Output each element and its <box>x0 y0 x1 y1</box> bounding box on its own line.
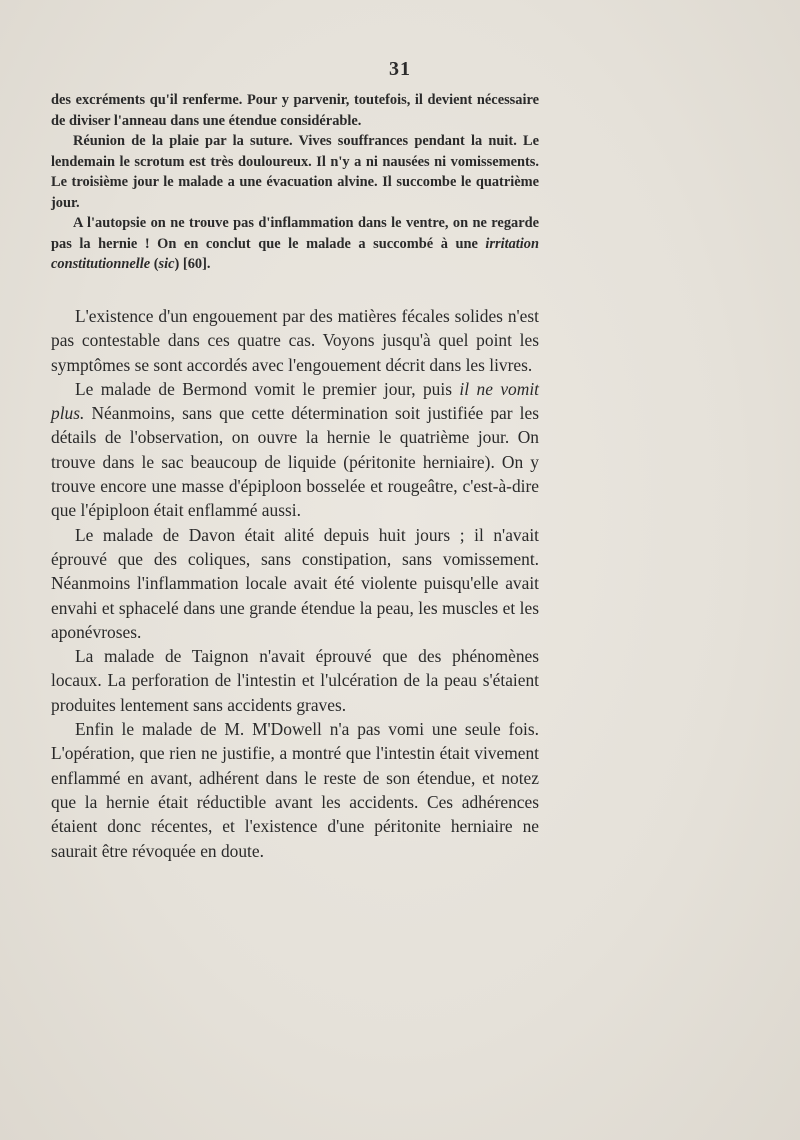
sic-note: sic <box>158 256 175 272</box>
autopsy-text: A l'autopsie on ne trouve pas d'inflammation dans le ventre, on ne regarde pas la hernie ! On en conclut que le malade a succombé à une <box>51 215 539 252</box>
bermond-text: Le malade de Bermond vomit le premier jour, puis <box>75 378 460 399</box>
discussion-paragraph-5: Enfin le malade de M. M'Dowell n'a pas vomi une seule fois. L'opération, que rien ne justifie, a montré que l'intestin était vivement enflammé en avant, adhérent dans le reste de son étendue, et notez que la hernie était réductible avant les accidents. Ces adhérences étaient donc récentes, et l'existence d'une péritonite herniaire ne saurait être révoquée en doute. <box>51 719 539 861</box>
discussion-paragraph-3: Le malade de Davon était alité depuis huit jours ; il n'avait éprouvé que des coliques, sans constipation, sans vomissement. Néanmoins l'inflammation locale avait été violente puisqu'elle avait envahi et sphacelé dans une grande étendue la peau, les muscles et les aponévroses. <box>51 524 539 642</box>
autopsy-italic-term: irritation constitutionnelle <box>51 235 539 272</box>
discussion-paragraph-1: L'existence d'un engouement par des matières fécales solides n'est pas contestable dans ces quatre cas. Voyons jusqu'à quel point les symptômes se sont accordés avec l'engouement décrit dans les livres. <box>51 306 539 375</box>
case-report-excerpt <box>51 90 539 275</box>
autopsy-paren-open: ( <box>150 256 159 272</box>
page-number: 31 <box>389 58 411 80</box>
case-paragraph-3 <box>51 213 539 275</box>
reference-note: ) [60]. <box>174 256 211 272</box>
discussion-paragraph-2 <box>51 377 539 523</box>
case-paragraph-1: des excréments qu'il renferme. Pour y parvenir, toutefois, il devient nécessaire de diviser l'anneau dans une étendue considérable. <box>51 92 539 129</box>
case-paragraph-2: Réunion de la plaie par la suture. Vives souffrances pendant la nuit. Le lendemain le scrotum est très douloureux. Il n'y a ni nausées ni vomissements. Le troisième jour le malade a une évacuation alvine. Il succombe le quatrième jour. <box>51 133 539 211</box>
discussion-paragraph-4: La malade de Taignon n'avait éprouvé que des phénomènes locaux. La perforation de l'intestin et l'ulcération de la peau s'étaient produites lentement sans accidents graves. <box>51 646 539 715</box>
bermond-continued: Néanmoins, sans que cette détermination soit justifiée par les détails de l'observation, on ouvre la hernie le quatrième jour. On trouve dans le sac beaucoup de liquide (péritonite herniaire). On y trouve encore une masse d'épiploon bosselée et rougeâtre, c'est-à-dire que l'épiploon était enflammé aussi. <box>51 403 539 521</box>
bermond-italic: il ne vomit plus. <box>51 378 539 424</box>
main-discussion <box>51 304 539 863</box>
